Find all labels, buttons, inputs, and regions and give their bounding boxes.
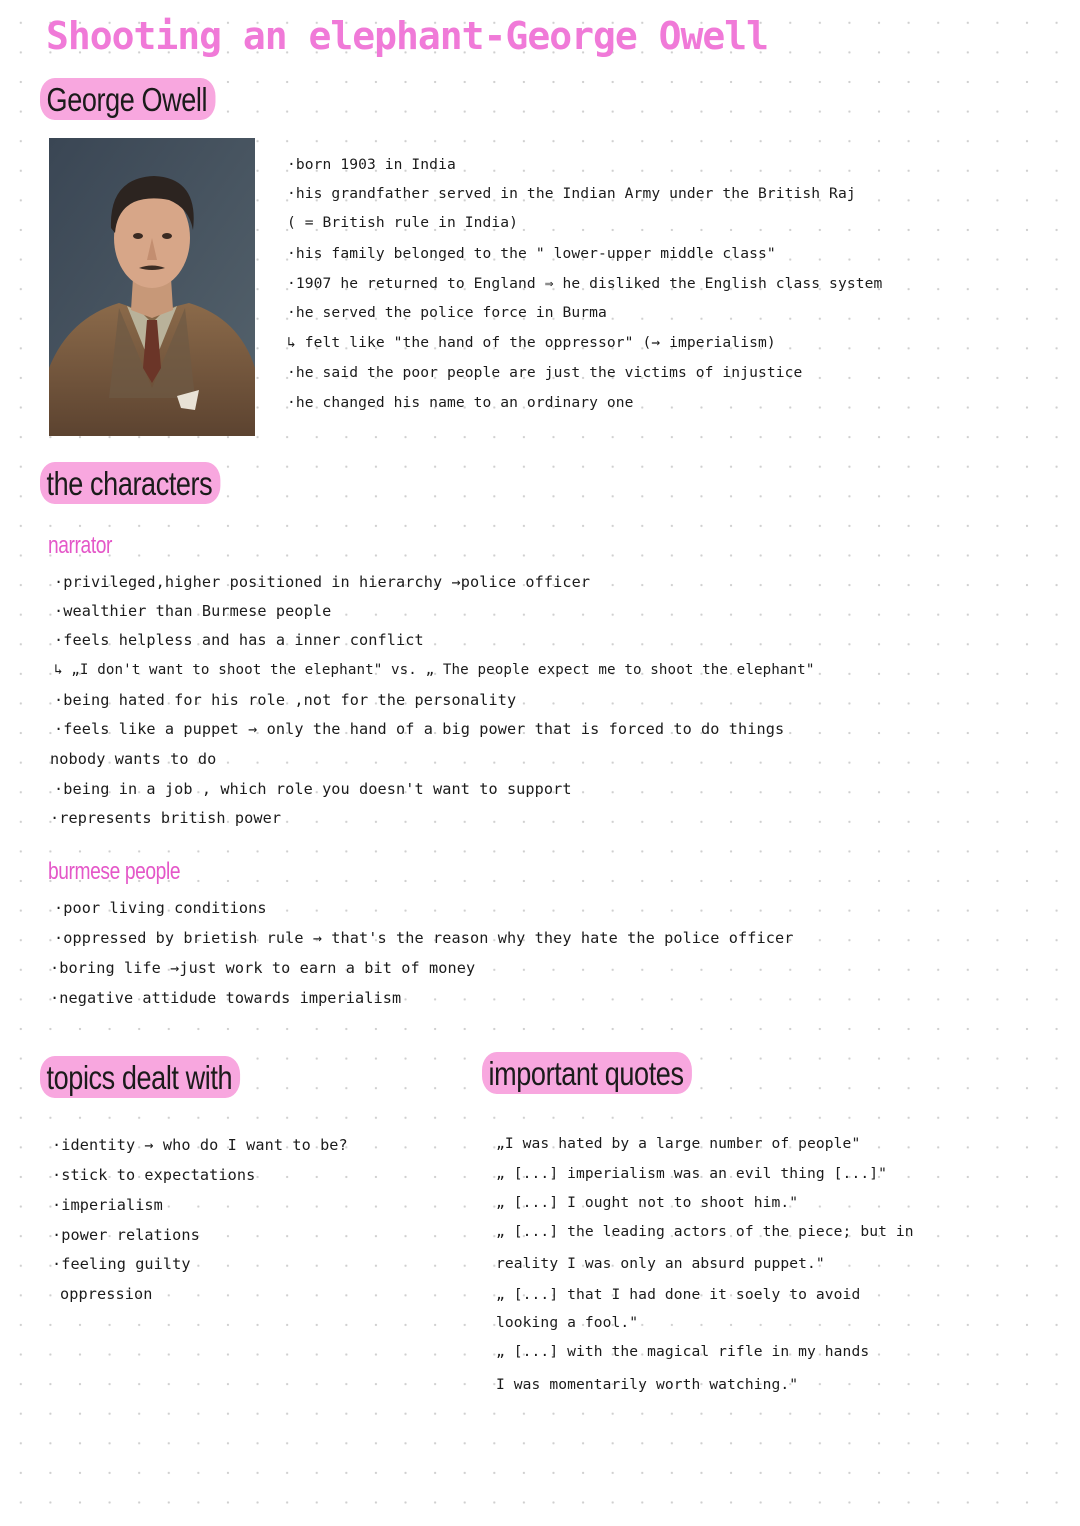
bio-line: ·he changed his name to an ordinary one (287, 394, 634, 411)
bio-line: ·his family belonged to the " lower-upper middle class" (287, 245, 776, 262)
author-portrait (49, 138, 255, 436)
narrator-line: ·wealthier than Burmese people (54, 602, 332, 620)
burmese-line: ·boring life →just work to earn a bit of money (50, 959, 476, 977)
burmese-label: burmese people (48, 858, 181, 885)
narrator-line: ·privileged,higher positioned in hierarchy →police officer (54, 573, 591, 591)
author-heading: George Owell (40, 78, 215, 120)
narrator-line: ·being in a job , which role you doesn't want to support (54, 780, 572, 798)
narrator-line: ·represents british power (50, 809, 282, 827)
bio-line: ( = British rule in India) (287, 214, 519, 231)
quote-line: I was momentarily worth watching." (496, 1376, 799, 1393)
topic-item: oppression (60, 1285, 153, 1303)
quote-line: „ [...] that I had done it soely to avoid (496, 1286, 861, 1303)
bio-line: ↳ felt like "the hand of the oppressor" (→ imperialism) (287, 334, 776, 351)
quote-line: „ [...] the leading actors of the piece; but in (496, 1223, 914, 1240)
quote-line: looking a fool." (496, 1314, 639, 1331)
narrator-line: ·feels helpless and has a inner conflict (54, 631, 424, 649)
bio-line: ·he said the poor people are just the victims of injustice (287, 364, 803, 381)
quote-line: „ [...] imperialism was an evil thing [...]" (496, 1165, 887, 1182)
topic-item: ·feeling guilty (52, 1255, 191, 1273)
bio-line: ·he served the police force in Burma (287, 304, 607, 321)
page-title: Shooting an elephant-George Owell (46, 14, 768, 58)
narrator-line: ·feels like a puppet → only the hand of a big power that is forced to do things (54, 720, 785, 738)
quotes-heading: important quotes (482, 1052, 692, 1094)
bio-line: ·1907 he returned to England ⇒ he disliked the English class system (287, 275, 883, 292)
quote-line: „I was hated by a large number of people" (496, 1135, 861, 1152)
bio-line: ·his grandfather served in the Indian Army under the British Raj (287, 185, 856, 202)
bio-line: ·born 1903 in India (287, 156, 456, 173)
topics-heading: topics dealt with (40, 1056, 240, 1098)
burmese-line: ·oppressed by brietish rule → that's the reason why they hate the police officer (54, 929, 794, 947)
quote-line: reality I was only an absurd puppet." (496, 1255, 825, 1272)
characters-heading: the characters (40, 462, 220, 504)
narrator-label: narrator (48, 532, 113, 559)
topic-item: ·power relations (52, 1226, 200, 1244)
burmese-line: ·poor living conditions (54, 899, 267, 917)
topic-item: ·stick to expectations (52, 1166, 256, 1184)
narrator-line: ↳ „I don't want to shoot the elephant" vs. „ The people expect me to shoot the elephant" (54, 662, 815, 678)
quote-line: „ [...] with the magical rifle in my hands (496, 1343, 870, 1360)
burmese-line: ·negative attidude towards imperialism (50, 989, 402, 1007)
topic-item: ·imperialism (52, 1196, 163, 1214)
narrator-line: nobody wants to do (50, 750, 217, 768)
portrait-drawing (49, 138, 255, 436)
topic-item: ·identity → who do I want to be? (52, 1136, 348, 1154)
narrator-line: ·being hated for his role ,not for the personality (54, 691, 517, 709)
quote-line: „ [...] I ought not to shoot him." (496, 1194, 799, 1211)
